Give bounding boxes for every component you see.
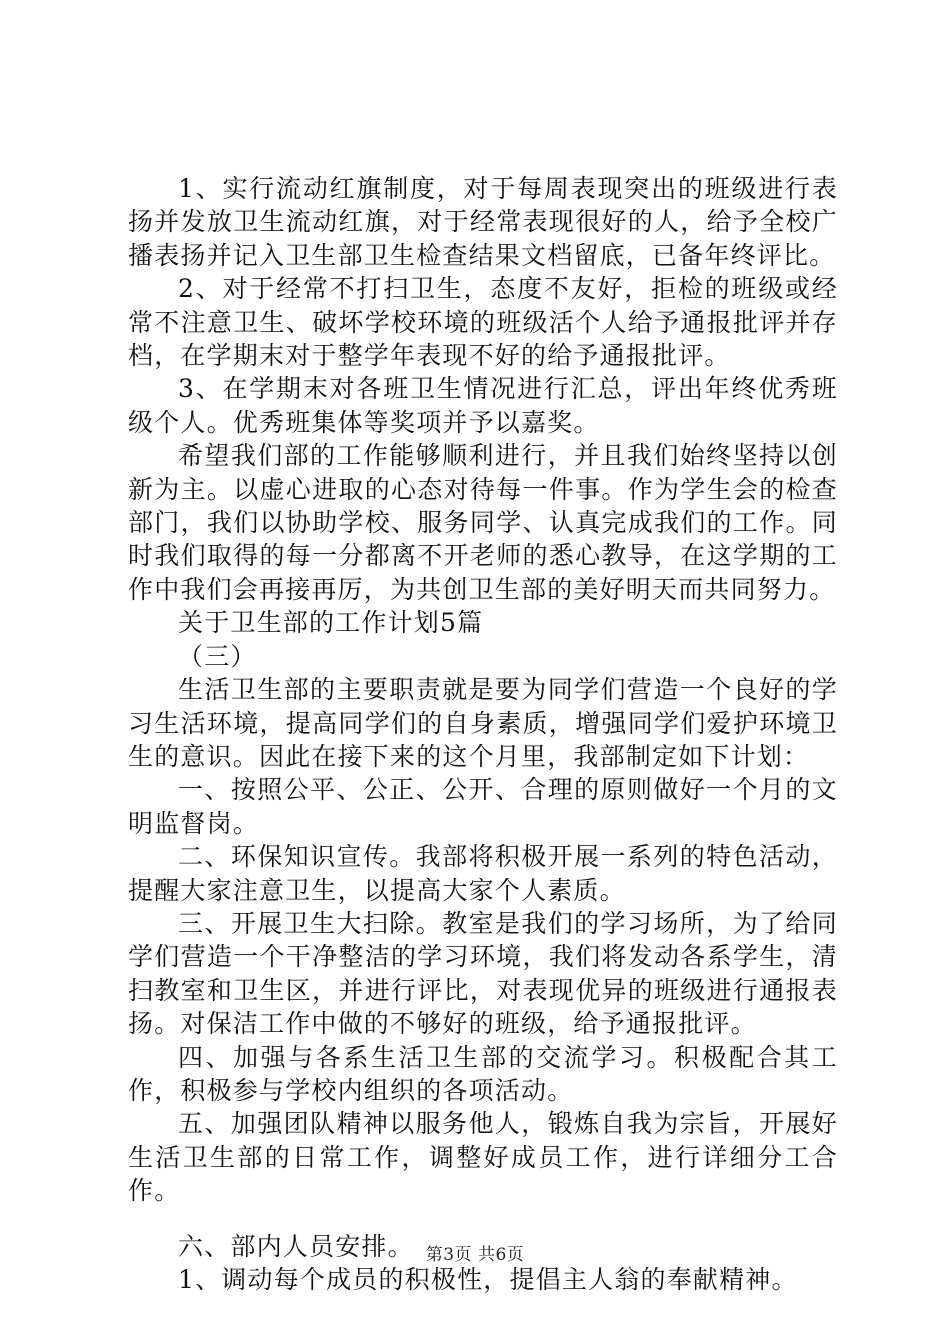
page-number-footer: 第3页 共6页 (425, 1245, 525, 1265)
document-body (128, 172, 838, 1296)
staffing-item-1: 1、调动每个成员的积极性，提倡主人翁的奉献精神。 (178, 1265, 798, 1294)
plan-item-4: 四、加强与各系生活卫生部的交流学习。积极配合其工作，积极参与学校内组织的各项活动。 (128, 1042, 838, 1105)
paragraph-rule-1: 1、实行流动红旗制度，对于每周表现突出的班级进行表扬并发放卫生流动红旗，对于经常表现很好的人，给予全校广播表扬并记入卫生部卫生检查结果文档留底，已备年终评比。 (128, 174, 838, 270)
plan-item-1: 一、按照公平、公正、公开、合理的原则做好一个月的文明监督岗。 (128, 775, 838, 838)
paragraph-rule-3: 3、在学期末对各班卫生情况进行汇总，评出年终优秀班级个人。优秀班集体等奖项并予以嘉奖。 (128, 374, 838, 437)
paragraph-rule-2: 2、对于经常不打扫卫生，态度不友好，拒检的班级或经常不注意卫生、破坏学校环境的班级活个人给予通报批评并存档，在学期末对于整学年表现不好的给予通报批评。 (128, 274, 838, 371)
plan-item-5: 五、加强团队精神以服务他人，锻炼自我为宗旨，开展好生活卫生部的日常工作，调整好成员工作，进行详细分工合作。 (128, 1109, 838, 1206)
paragraph-intro: 生活卫生部的主要职责就是要为同学们营造一个良好的学习生活环境，提高同学们的自身素质，增强同学们爱护环境卫生的意识。因此在接下来的这个月里，我部制定如下计划： (128, 675, 838, 771)
paragraph-spacer (128, 1208, 838, 1230)
section-title: 关于卫生部的工作计划5篇 (178, 608, 484, 638)
plan-item-6: 六、部内人员安排。 (178, 1231, 414, 1261)
paragraph-closing: 希望我们部的工作能够顺利进行，并且我们始终坚持以创新为主。以虚心进取的心态对待每一件事。作为学生会的检查部门，我们以协助学校、服务同学、认真完成我们的工作。同时我们取得的每一分都离不开老师的悉心教导，在这学期的工作中我们会再接再厉，为共创卫生部的美好明天而共同努力。 (128, 441, 838, 604)
plan-item-2: 二、环保知识宣传。我部将积极开展一系列的特色活动，提醒大家注意卫生，以提高大家个人素质。 (128, 842, 838, 905)
plan-item-3: 三、开展卫生大扫除。教室是我们的学习场所，为了给同学们营造一个干净整洁的学习环境，我们将发动各系学生，清扫教室和卫生区，并进行评比，对表现优异的班级进行通报表扬。对保洁工作中做的不够好的班级，给予通报批评。 (128, 908, 838, 1039)
section-number: （三） (178, 641, 257, 671)
